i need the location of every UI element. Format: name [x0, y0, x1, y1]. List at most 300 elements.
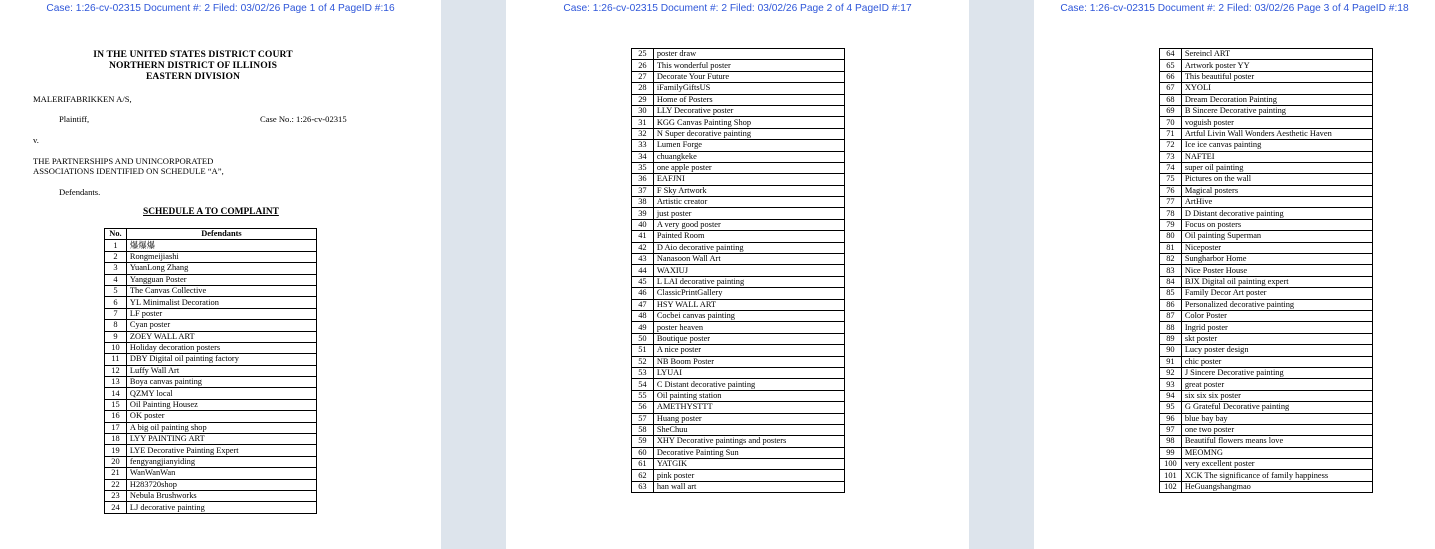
defendant-name: Magical posters	[1181, 185, 1372, 196]
defendant-name: LYY PAINTING ART	[126, 434, 316, 445]
table-row	[1160, 402, 1373, 413]
table-row	[632, 128, 845, 139]
table-row	[105, 502, 317, 513]
defendant-name: QZMY local	[126, 388, 316, 399]
row-number: 43	[632, 254, 654, 265]
row-number: 72	[1160, 140, 1182, 151]
defendant-name: J Sincere Decorative painting	[1181, 367, 1372, 378]
defendant-name: ClassicPrintGallery	[653, 288, 844, 299]
table-row	[1160, 333, 1373, 344]
row-number: 55	[632, 390, 654, 401]
row-number: 60	[632, 447, 654, 458]
defendant-name: Boutique poster	[653, 333, 844, 344]
defendant-name: great poster	[1181, 379, 1372, 390]
row-number: 77	[1160, 197, 1182, 208]
row-number: 17	[105, 422, 127, 433]
defendant-name: Holiday decoration posters	[126, 342, 316, 353]
row-number: 23	[105, 490, 127, 501]
row-number: 5	[105, 285, 127, 296]
row-number: 68	[1160, 94, 1182, 105]
table-row	[632, 174, 845, 185]
defendant-name: blue bay bay	[1181, 413, 1372, 424]
row-number: 32	[632, 128, 654, 139]
table-row	[1160, 322, 1373, 333]
row-number: 50	[632, 333, 654, 344]
table-row	[105, 240, 317, 251]
defendant-name: chuangkeke	[653, 151, 844, 162]
defendant-name: MEOMNG	[1181, 447, 1372, 458]
page-header: Case: 1:26-cv-02315 Document #: 2 Filed: 03/02/26 Page 3 of 4 PageID #:18	[1060, 3, 1409, 14]
table-row	[105, 422, 317, 433]
defendant-name: Rongmeijiashi	[126, 251, 316, 262]
defendant-name: fengyangjianyiding	[126, 456, 316, 467]
defendant-name: NAFTEI	[1181, 151, 1372, 162]
defendant-name: Beautiful flowers means love	[1181, 436, 1372, 447]
defendant-name: OK poster	[126, 411, 316, 422]
defendant-name: Oil painting station	[653, 390, 844, 401]
table-row	[105, 251, 317, 262]
defendant-name: Dream Decoration Painting	[1181, 94, 1372, 105]
table-row	[632, 49, 845, 60]
table-row	[105, 274, 317, 285]
defendant-name: C Distant decorative painting	[653, 379, 844, 390]
defendant-name: YuanLong Zhang	[126, 263, 316, 274]
defendant-name: Color Poster	[1181, 310, 1372, 321]
schedule-table-part-1	[104, 228, 317, 514]
row-number: 14	[105, 388, 127, 399]
row-number: 29	[632, 94, 654, 105]
defendant-name: skt poster	[1181, 333, 1372, 344]
row-number: 16	[105, 411, 127, 422]
defendants-caption-line1: THE PARTNERSHIPS AND UNINCORPORATED	[33, 156, 214, 166]
table-row	[632, 379, 845, 390]
defendant-name: SheChuu	[653, 424, 844, 435]
row-number: 82	[1160, 254, 1182, 265]
defendant-name: LJ decorative painting	[126, 502, 316, 513]
row-number: 39	[632, 208, 654, 219]
table-row	[632, 197, 845, 208]
row-number: 80	[1160, 231, 1182, 242]
defendant-name: AMETHYSTTT	[653, 402, 844, 413]
table-row	[1160, 276, 1373, 287]
defendant-name: Huang poster	[653, 413, 844, 424]
defendant-name: Lumen Forge	[653, 140, 844, 151]
court-name: IN THE UNITED STATES DISTRICT COURT	[93, 49, 293, 60]
row-number: 27	[632, 71, 654, 82]
table-row	[632, 310, 845, 321]
row-number: 92	[1160, 367, 1182, 378]
row-number: 22	[105, 479, 127, 490]
table-row	[632, 345, 845, 356]
row-number: 34	[632, 151, 654, 162]
table-row	[632, 117, 845, 128]
table-row	[105, 434, 317, 445]
defendant-name: The Canvas Collective	[126, 285, 316, 296]
row-number: 95	[1160, 402, 1182, 413]
defendant-name: Nanasoon Wall Art	[653, 254, 844, 265]
table-row	[632, 356, 845, 367]
table-row	[1160, 299, 1373, 310]
row-number: 25	[632, 49, 654, 60]
table-row	[1160, 254, 1373, 265]
page-header: Case: 1:26-cv-02315 Document #: 2 Filed: 03/02/26 Page 1 of 4 PageID #:16	[46, 3, 395, 14]
table-row	[632, 424, 845, 435]
table-row	[1160, 367, 1373, 378]
row-number: 61	[632, 459, 654, 470]
table-row	[1160, 413, 1373, 424]
table-row	[105, 490, 317, 501]
table-row	[632, 208, 845, 219]
row-number: 4	[105, 274, 127, 285]
table-row	[1160, 470, 1373, 481]
table-row	[632, 481, 845, 492]
defendant-name: Sereincl ART	[1181, 49, 1372, 60]
table-row	[632, 140, 845, 151]
row-number: 40	[632, 219, 654, 230]
row-number: 2	[105, 251, 127, 262]
row-number: 7	[105, 308, 127, 319]
schedule-title: SCHEDULE A TO COMPLAINT	[143, 207, 279, 217]
defendant-name: XHY Decorative paintings and posters	[653, 436, 844, 447]
row-number: 64	[1160, 49, 1182, 60]
defendants-caption-line2: ASSOCIATIONS IDENTIFIED ON SCHEDULE “A”,	[33, 166, 224, 176]
row-number: 30	[632, 105, 654, 116]
defendant-name: Focus on posters	[1181, 219, 1372, 230]
row-number: 97	[1160, 424, 1182, 435]
table-row	[632, 94, 845, 105]
table-row	[1160, 481, 1373, 492]
table-row	[1160, 94, 1373, 105]
defendant-name: Ice ice canvas painting	[1181, 140, 1372, 151]
row-number: 48	[632, 310, 654, 321]
table-row	[632, 436, 845, 447]
row-number: 81	[1160, 242, 1182, 253]
row-number: 26	[632, 60, 654, 71]
defendant-name: Ingrid poster	[1181, 322, 1372, 333]
defendant-name: pink poster	[653, 470, 844, 481]
row-number: 56	[632, 402, 654, 413]
defendant-name: YATGIK	[653, 459, 844, 470]
table-row	[632, 299, 845, 310]
table-row	[105, 297, 317, 308]
case-number: Case No.: 1:26-cv-02315	[260, 114, 347, 124]
table-row	[632, 185, 845, 196]
row-number: 73	[1160, 151, 1182, 162]
defendant-name: F Sky Artwork	[653, 185, 844, 196]
row-number: 33	[632, 140, 654, 151]
defendant-name: A big oil painting shop	[126, 422, 316, 433]
table-row	[1160, 174, 1373, 185]
document-page-1	[0, 0, 441, 549]
table-row	[1160, 379, 1373, 390]
defendant-name: Artwork poster YY	[1181, 60, 1372, 71]
defendant-name: Nebula Brushworks	[126, 490, 316, 501]
table-row	[632, 447, 845, 458]
table-row	[1160, 219, 1373, 230]
defendant-name: just poster	[653, 208, 844, 219]
defendant-name: Yangguan Poster	[126, 274, 316, 285]
row-number: 28	[632, 83, 654, 94]
defendant-name: Family Decor Art poster	[1181, 288, 1372, 299]
row-number: 38	[632, 197, 654, 208]
row-number: 31	[632, 117, 654, 128]
table-row	[1160, 390, 1373, 401]
row-number: 70	[1160, 117, 1182, 128]
defendant-name: Pictures on the wall	[1181, 174, 1372, 185]
table-row	[632, 83, 845, 94]
defendant-name: LYUAI	[653, 367, 844, 378]
row-number: 18	[105, 434, 127, 445]
defendant-name: Sungharbor Home	[1181, 254, 1372, 265]
defendant-name: Luffy Wall Art	[126, 365, 316, 376]
table-row	[1160, 424, 1373, 435]
row-number: 90	[1160, 345, 1182, 356]
table-row	[105, 456, 317, 467]
row-number: 49	[632, 322, 654, 333]
table-row	[632, 276, 845, 287]
schedule-table-part-2	[631, 48, 845, 493]
row-number: 91	[1160, 356, 1182, 367]
row-number: 41	[632, 231, 654, 242]
table-row	[105, 331, 317, 342]
table-row	[632, 254, 845, 265]
row-number: 20	[105, 456, 127, 467]
row-number: 11	[105, 354, 127, 365]
versus: v.	[33, 135, 39, 145]
table-row	[105, 479, 317, 490]
defendant-name: YL Minimalist Decoration	[126, 297, 316, 308]
defendant-name: HSY WALL ART	[653, 299, 844, 310]
court-division: EASTERN DIVISION	[145, 71, 241, 82]
defendant-name: LYE Decorative Painting Expert	[126, 445, 316, 456]
row-number: 47	[632, 299, 654, 310]
row-number: 99	[1160, 447, 1182, 458]
defendant-name: Nice Poster House	[1181, 265, 1372, 276]
row-number: 65	[1160, 60, 1182, 71]
defendant-name: iFamilyGiftsUS	[653, 83, 844, 94]
row-number: 71	[1160, 128, 1182, 139]
row-number: 15	[105, 399, 127, 410]
row-number: 59	[632, 436, 654, 447]
defendant-name: NB Boom Poster	[653, 356, 844, 367]
table-row	[1160, 140, 1373, 151]
defendant-name: G Grateful Decorative painting	[1181, 402, 1372, 413]
table-row	[632, 219, 845, 230]
defendant-name: one apple poster	[653, 162, 844, 173]
table-row	[105, 308, 317, 319]
defendant-name: poster heaven	[653, 322, 844, 333]
column-header-no: No.	[105, 229, 127, 240]
defendant-name: D Distant decorative painting	[1181, 208, 1372, 219]
defendant-name: 爆爆爆	[126, 240, 316, 251]
row-number: 52	[632, 356, 654, 367]
row-number: 10	[105, 342, 127, 353]
table-row	[1160, 208, 1373, 219]
row-number: 37	[632, 185, 654, 196]
table-row	[1160, 356, 1373, 367]
row-number: 100	[1160, 459, 1182, 470]
row-number: 44	[632, 265, 654, 276]
defendant-name: Home of Posters	[653, 94, 844, 105]
defendant-name: N Super decorative painting	[653, 128, 844, 139]
table-row	[632, 413, 845, 424]
row-number: 54	[632, 379, 654, 390]
table-row	[632, 470, 845, 481]
table-row	[1160, 242, 1373, 253]
table-row	[632, 390, 845, 401]
defendant-name: han wall art	[653, 481, 844, 492]
defendant-name: Artistic creator	[653, 197, 844, 208]
defendant-name: super oil painting	[1181, 162, 1372, 173]
row-number: 57	[632, 413, 654, 424]
table-row	[1160, 105, 1373, 116]
row-number: 21	[105, 468, 127, 479]
defendant-name: BJX Digital oil painting expert	[1181, 276, 1372, 287]
table-row	[105, 377, 317, 388]
court-district: NORTHERN DISTRICT OF ILLINOIS	[108, 60, 278, 71]
row-number: 36	[632, 174, 654, 185]
table-row	[1160, 310, 1373, 321]
court-caption	[0, 49, 386, 82]
defendant-name: KGG Canvas Painting Shop	[653, 117, 844, 128]
table-row	[632, 151, 845, 162]
defendant-name: Personalized decorative painting	[1181, 299, 1372, 310]
defendant-name: very excellent poster	[1181, 459, 1372, 470]
row-number: 63	[632, 481, 654, 492]
table-row	[632, 105, 845, 116]
row-number: 12	[105, 365, 127, 376]
defendant-name: H283720shop	[126, 479, 316, 490]
row-number: 87	[1160, 310, 1182, 321]
row-number: 78	[1160, 208, 1182, 219]
table-row	[1160, 185, 1373, 196]
defendant-name: LF poster	[126, 308, 316, 319]
defendant-name: DBY Digital oil painting factory	[126, 354, 316, 365]
defendant-name: XCK The significance of family happiness	[1181, 470, 1372, 481]
defendant-name: ArtHive	[1181, 197, 1372, 208]
defendant-name: Oil painting Superman	[1181, 231, 1372, 242]
table-row	[632, 367, 845, 378]
table-row	[632, 322, 845, 333]
table-row	[632, 231, 845, 242]
defendant-name: one two poster	[1181, 424, 1372, 435]
table-row	[1160, 162, 1373, 173]
table-row	[1160, 60, 1373, 71]
defendant-name: XYOLI	[1181, 83, 1372, 94]
defendant-name: poster draw	[653, 49, 844, 60]
row-number: 53	[632, 367, 654, 378]
defendant-name: Oil Painting Housez	[126, 399, 316, 410]
table-row	[1160, 459, 1373, 470]
table-row	[1160, 71, 1373, 82]
table-row	[632, 402, 845, 413]
row-number: 62	[632, 470, 654, 481]
defendant-name: LLY Decorative poster	[653, 105, 844, 116]
row-number: 1	[105, 240, 127, 251]
defendant-name: HeGuangshangmao	[1181, 481, 1372, 492]
row-number: 84	[1160, 276, 1182, 287]
plaintiff-name: MALERIFABRIKKEN A/S,	[33, 94, 132, 104]
defendant-name: L LAI decorative painting	[653, 276, 844, 287]
table-row	[632, 288, 845, 299]
defendant-name: Boya canvas painting	[126, 377, 316, 388]
row-number: 19	[105, 445, 127, 456]
table-row	[632, 265, 845, 276]
defendant-name: Cocbei canvas painting	[653, 310, 844, 321]
defendant-name: EAFJNI	[653, 174, 844, 185]
table-row	[632, 242, 845, 253]
row-number: 66	[1160, 71, 1182, 82]
table-row	[1160, 83, 1373, 94]
table-row	[105, 263, 317, 274]
column-header-defendants: Defendants	[126, 229, 316, 240]
defendant-name: Lucy poster design	[1181, 345, 1372, 356]
table-row	[632, 333, 845, 344]
defendant-name: Niceposter	[1181, 242, 1372, 253]
row-number: 88	[1160, 322, 1182, 333]
row-number: 102	[1160, 481, 1182, 492]
defendant-name: Artful Livin Wall Wonders Aesthetic Haven	[1181, 128, 1372, 139]
table-row	[1160, 436, 1373, 447]
plaintiff-role: Plaintiff,	[59, 114, 90, 124]
table-row	[1160, 231, 1373, 242]
row-number: 76	[1160, 185, 1182, 196]
defendant-name: WAXIUJ	[653, 265, 844, 276]
table-row	[105, 468, 317, 479]
schedule-table-part-3	[1159, 48, 1373, 493]
defendant-name: voguish poster	[1181, 117, 1372, 128]
table-row	[1160, 117, 1373, 128]
page-header: Case: 1:26-cv-02315 Document #: 2 Filed: 03/02/26 Page 2 of 4 PageID #:17	[563, 3, 912, 14]
table-row	[105, 411, 317, 422]
table-row	[1160, 49, 1373, 60]
row-number: 42	[632, 242, 654, 253]
defendant-name: A very good poster	[653, 219, 844, 230]
row-number: 101	[1160, 470, 1182, 481]
defendant-name: D Aio decorative painting	[653, 242, 844, 253]
row-number: 69	[1160, 105, 1182, 116]
table-row	[1160, 197, 1373, 208]
table-row	[105, 285, 317, 296]
row-number: 75	[1160, 174, 1182, 185]
table-row	[105, 354, 317, 365]
row-number: 74	[1160, 162, 1182, 173]
row-number: 8	[105, 320, 127, 331]
table-row	[105, 320, 317, 331]
table-row	[1160, 447, 1373, 458]
table-row	[1160, 151, 1373, 162]
table-row	[105, 388, 317, 399]
defendant-name: B Sincere Decorative painting	[1181, 105, 1372, 116]
table-row	[105, 445, 317, 456]
row-number: 94	[1160, 390, 1182, 401]
defendant-name: WanWanWan	[126, 468, 316, 479]
row-number: 58	[632, 424, 654, 435]
defendant-name: Decorate Your Future	[653, 71, 844, 82]
defendant-name: This wonderful poster	[653, 60, 844, 71]
row-number: 96	[1160, 413, 1182, 424]
table-row	[632, 459, 845, 470]
row-number: 13	[105, 377, 127, 388]
row-number: 79	[1160, 219, 1182, 230]
defendant-name: Painted Room	[653, 231, 844, 242]
table-row	[632, 71, 845, 82]
row-number: 93	[1160, 379, 1182, 390]
defendant-name: Cyan poster	[126, 320, 316, 331]
row-number: 89	[1160, 333, 1182, 344]
row-number: 85	[1160, 288, 1182, 299]
defendant-name: chic poster	[1181, 356, 1372, 367]
